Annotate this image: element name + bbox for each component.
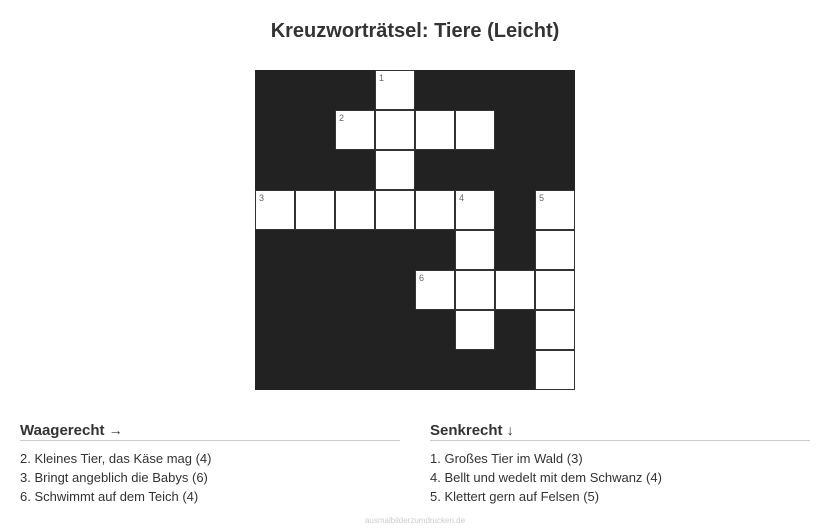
blocked-cell bbox=[255, 70, 295, 110]
blocked-cell bbox=[295, 270, 335, 310]
down-heading-label: Senkrecht bbox=[430, 422, 503, 439]
blocked-cell bbox=[495, 310, 535, 350]
right-arrow-icon: → bbox=[108, 422, 123, 438]
blocked-cell bbox=[255, 350, 295, 390]
blocked-cell bbox=[295, 110, 335, 150]
answer-cell[interactable] bbox=[255, 190, 295, 230]
blocked-cell bbox=[415, 310, 455, 350]
blocked-cell bbox=[375, 350, 415, 390]
blocked-cell bbox=[455, 70, 495, 110]
blocked-cell bbox=[335, 230, 375, 270]
blocked-cell bbox=[255, 310, 295, 350]
answer-cell[interactable] bbox=[415, 270, 455, 310]
across-heading-label: Waagerecht bbox=[20, 422, 105, 439]
blocked-cell bbox=[375, 230, 415, 270]
answer-cell[interactable] bbox=[415, 190, 455, 230]
clue-item: 1. Großes Tier im Wald (3) bbox=[430, 451, 583, 466]
blocked-cell bbox=[535, 110, 575, 150]
blocked-cell bbox=[415, 230, 455, 270]
down-clue-list bbox=[430, 449, 810, 506]
blocked-cell bbox=[335, 150, 375, 190]
answer-cell[interactable] bbox=[535, 310, 575, 350]
down-heading bbox=[430, 422, 810, 441]
answer-cell[interactable] bbox=[495, 270, 535, 310]
clue-item: 3. Bringt angeblich die Babys (6) bbox=[20, 470, 208, 485]
clue-number: 6 bbox=[419, 273, 425, 283]
answer-cell[interactable] bbox=[375, 150, 415, 190]
clue-item: 5. Klettert gern auf Felsen (5) bbox=[430, 489, 600, 504]
answer-cell[interactable] bbox=[455, 230, 495, 270]
blocked-cell bbox=[455, 350, 495, 390]
footer-credit: ausmalbilderzumdrucken.de bbox=[364, 516, 466, 525]
blocked-cell bbox=[455, 150, 495, 190]
answer-cell[interactable] bbox=[375, 70, 415, 110]
blocked-cell bbox=[295, 230, 335, 270]
across-clue-list bbox=[20, 449, 400, 506]
blocked-cell bbox=[335, 70, 375, 110]
clue-number: 4 bbox=[459, 193, 465, 203]
blocked-cell bbox=[335, 350, 375, 390]
blocked-cell bbox=[495, 70, 535, 110]
blocked-cell bbox=[495, 150, 535, 190]
blocked-cell bbox=[535, 70, 575, 110]
blocked-cell bbox=[535, 150, 575, 190]
answer-cell[interactable] bbox=[455, 110, 495, 150]
blocked-cell bbox=[495, 190, 535, 230]
blocked-cell bbox=[415, 70, 455, 110]
clue-item: 2. Kleines Tier, das Käse mag (4) bbox=[20, 451, 212, 466]
blocked-cell bbox=[295, 70, 335, 110]
blocked-cell bbox=[335, 310, 375, 350]
blocked-cell bbox=[495, 350, 535, 390]
blocked-cell bbox=[415, 150, 455, 190]
blocked-cell bbox=[295, 350, 335, 390]
answer-cell[interactable] bbox=[455, 270, 495, 310]
answer-cell[interactable] bbox=[335, 110, 375, 150]
answer-cell[interactable] bbox=[375, 190, 415, 230]
answer-cell[interactable] bbox=[535, 350, 575, 390]
clue-number: 2 bbox=[339, 113, 345, 123]
clue-number: 3 bbox=[259, 193, 265, 203]
crossword-grid bbox=[255, 70, 575, 390]
answer-cell[interactable] bbox=[375, 110, 415, 150]
blocked-cell bbox=[295, 310, 335, 350]
answer-cell[interactable] bbox=[535, 190, 575, 230]
clue-item: 6. Schwimmt auf dem Teich (4) bbox=[20, 489, 199, 504]
answer-cell[interactable] bbox=[415, 110, 455, 150]
clue-number: 1 bbox=[379, 73, 385, 83]
answer-cell[interactable] bbox=[535, 230, 575, 270]
across-clues-section bbox=[20, 422, 400, 506]
blocked-cell bbox=[335, 270, 375, 310]
down-arrow-icon: ↓ bbox=[506, 422, 514, 438]
page-title: Kreuzworträtsel: Tiere (Leicht) bbox=[270, 20, 560, 42]
blocked-cell bbox=[255, 230, 295, 270]
answer-cell[interactable] bbox=[455, 310, 495, 350]
blocked-cell bbox=[375, 270, 415, 310]
across-heading bbox=[20, 422, 400, 441]
blocked-cell bbox=[415, 350, 455, 390]
clue-item: 4. Bellt und wedelt mit dem Schwanz (4) bbox=[430, 470, 662, 485]
answer-cell[interactable] bbox=[335, 190, 375, 230]
blocked-cell bbox=[255, 110, 295, 150]
answer-cell[interactable] bbox=[295, 190, 335, 230]
blocked-cell bbox=[295, 150, 335, 190]
blocked-cell bbox=[375, 310, 415, 350]
answer-cell[interactable] bbox=[455, 190, 495, 230]
clue-number: 5 bbox=[539, 193, 545, 203]
blocked-cell bbox=[495, 230, 535, 270]
down-clues-section bbox=[430, 422, 810, 506]
blocked-cell bbox=[495, 110, 535, 150]
answer-cell[interactable] bbox=[535, 270, 575, 310]
blocked-cell bbox=[255, 150, 295, 190]
blocked-cell bbox=[255, 270, 295, 310]
